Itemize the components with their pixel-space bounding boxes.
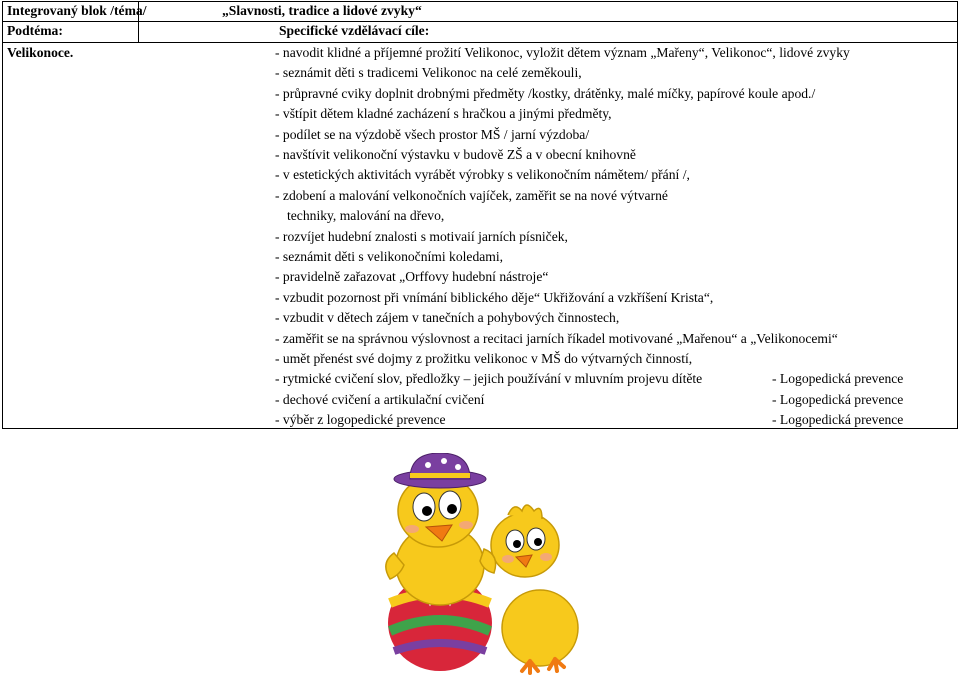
subtheme-label: Podtéma: [7,23,63,38]
goal-item: - pravidelně zařazovat „Orffovy hudební nástroje“ [275,269,549,284]
goal-item: - navodit klidné a příjemné prožití Velikonoc, vyložit dětem význam „Mařeny“, Velikonoc“, lidové zvyky [275,45,850,60]
logopedic-note: - Logopedická prevence [772,412,904,427]
goal-item: - navštívit velikonoční výstavku v budově ZŠ a v obecní knihovně [275,147,636,162]
goal-item: - zdobení a malování velkonočních vajíček, zaměřit se na nové výtvarné [275,188,668,203]
goal-item: - vzbudit pozornost při vnímání biblického děje“ Ukřižování a vzkříšení Krista“, [275,290,714,305]
goal-item-continuation: techniky, malování na dřevo, [287,208,445,223]
block-label: Integrovaný blok /téma/ [7,3,147,18]
goal-item: - zaměřit se na správnou výslovnost a recitaci jarních říkadel motivované „Mařenou“ a „Velikonocemi“ [275,331,838,346]
goals-title: Specifické vzdělávací cíle: [279,23,430,38]
goal-item: - vštípit dětem kladné zacházení s hračkou a jinými předměty, [275,106,612,121]
goal-item: - vzbudit v dětech zájem v tanečních a pohybových činnostech, [275,310,620,325]
small-chick [491,505,578,673]
goal-item: - dechové cvičení a artikulační cvičení [275,392,485,407]
goal-item: - rozvíjet hudební znalosti s motivaií jarních písniček, [275,229,568,244]
row-divider [3,21,957,22]
goal-item: - v estetických aktivitách vyrábět výrobky s velikonočním námětem/ přání /, [275,167,690,182]
goal-item: - podílet se na výzdobě všech prostor MŠ / jarní výzdoba/ [275,127,590,142]
big-chick [386,453,496,605]
goal-item: - seznámit děti s velikonočními koledami, [275,249,504,264]
goal-item: - výběr z logopedické prevence [275,412,446,427]
logopedic-note: - Logopedická prevence [772,371,904,386]
logopedic-note: - Logopedická prevence [772,392,904,407]
goal-item: - umět přenést své dojmy z prožitku velikonoc v MŠ do výtvarných činností, [275,351,693,366]
goal-item: - průpravné cviky doplnit drobnými předměty /kostky, drátěnky, malé míčky, papírové koule apod./ [275,86,816,101]
easter-chicks-illustration [380,453,580,675]
row-divider [3,42,957,43]
goal-item: - rytmické cvičení slov, předložky – jejich používání v mluvním projevu dítěte [275,371,703,386]
subtheme-value: Velikonoce. [7,45,74,60]
block-title: „Slavnosti, tradice a lidové zvyky“ [222,3,422,18]
goal-item: - seznámit děti s tradicemi Velikonoc na celé zeměkouli, [275,65,582,80]
